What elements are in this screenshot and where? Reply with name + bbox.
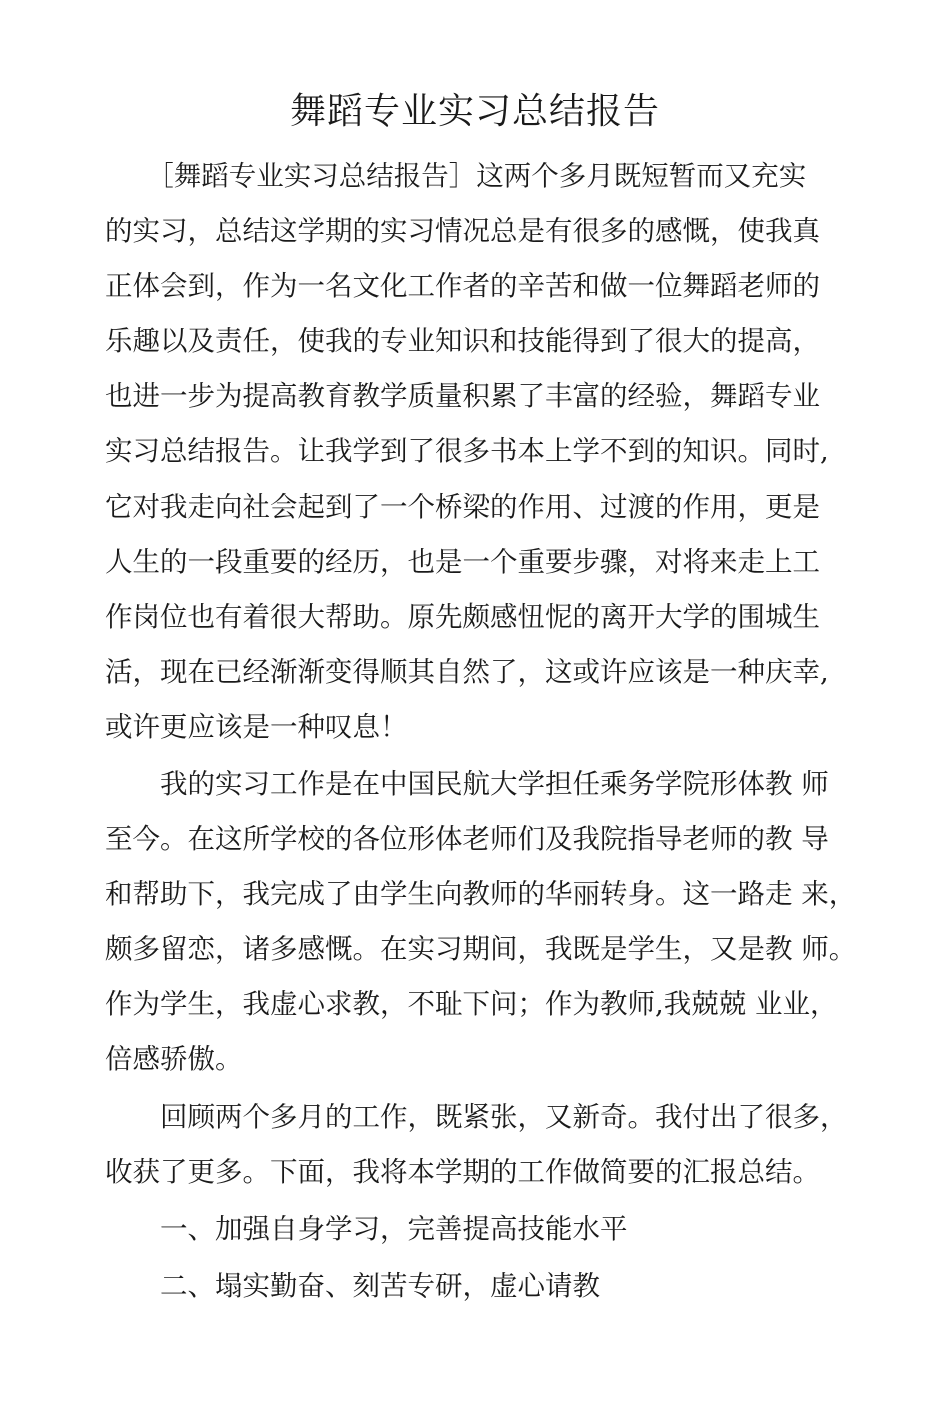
paragraph-line: 乐趣以及责任，使我的专业知识和技能得到了很大的提高，	[105, 325, 820, 357]
paragraph-line: 人生的一段重要的经历，也是一个重要步骤，对将来走上工	[105, 546, 820, 578]
paragraph-line: ［舞蹈专业实习总结报告］这两个多月既短暂而又充实	[105, 160, 807, 192]
paragraph-line: 至今。在这所学校的各位形体老师们及我院指导老师的教 导	[105, 823, 829, 855]
document-title: 舞蹈专业实习总结报告	[289, 91, 660, 132]
paragraph-line: 收获了更多。下面，我将本学期的工作做简要的汇报总结。	[105, 1156, 820, 1188]
section-heading: 一、加强自身学习，完善提高技能水平	[105, 1213, 628, 1245]
paragraph-line: 倍感骄傲。	[105, 1043, 243, 1075]
paragraph-line: 作岗位也有着很大帮助。原先颇感忸怩的离开大学的围城生	[105, 601, 820, 633]
paragraph-line: 活，现在已经渐渐变得顺其自然了，这或许应该是一种庆幸,	[105, 656, 829, 688]
paragraph-line: 我的实习工作是在中国民航大学担任乘务学院形体教 师	[105, 768, 829, 800]
paragraph-line: 和帮助下，我完成了由学生向教师的华丽转身。这一路走 来，	[105, 878, 857, 910]
paragraph-line: 颇多留恋，诸多感慨。在实习期间，我既是学生，又是教 师。	[105, 933, 857, 965]
paragraph-line: 它对我走向社会起到了一个桥梁的作用、过渡的作用，更是	[105, 491, 820, 523]
paragraph-line: 也进一步为提高教育教学质量积累了丰富的经验，舞蹈专业	[105, 380, 820, 412]
paragraph-line: 或许更应该是一种叹息！	[105, 711, 408, 743]
paragraph-line: 的实习，总结这学期的实习情况总是有很多的感慨，使我真	[105, 215, 820, 247]
section-heading: 二、塌实勤奋、刻苦专研，虚心请教	[105, 1270, 600, 1302]
paragraph-line: 回顾两个多月的工作，既紧张，又新奇。我付出了很多，	[105, 1101, 848, 1133]
paragraph-line: 作为学生，我虚心求教，不耻下问；作为教师,我兢兢 业业，	[105, 988, 838, 1020]
paragraph-line: 实习总结报告。让我学到了很多书本上学不到的知识。同时,	[105, 435, 829, 467]
paragraph-line: 正体会到，作为一名文化工作者的辛苦和做一位舞蹈老师的	[105, 270, 820, 302]
